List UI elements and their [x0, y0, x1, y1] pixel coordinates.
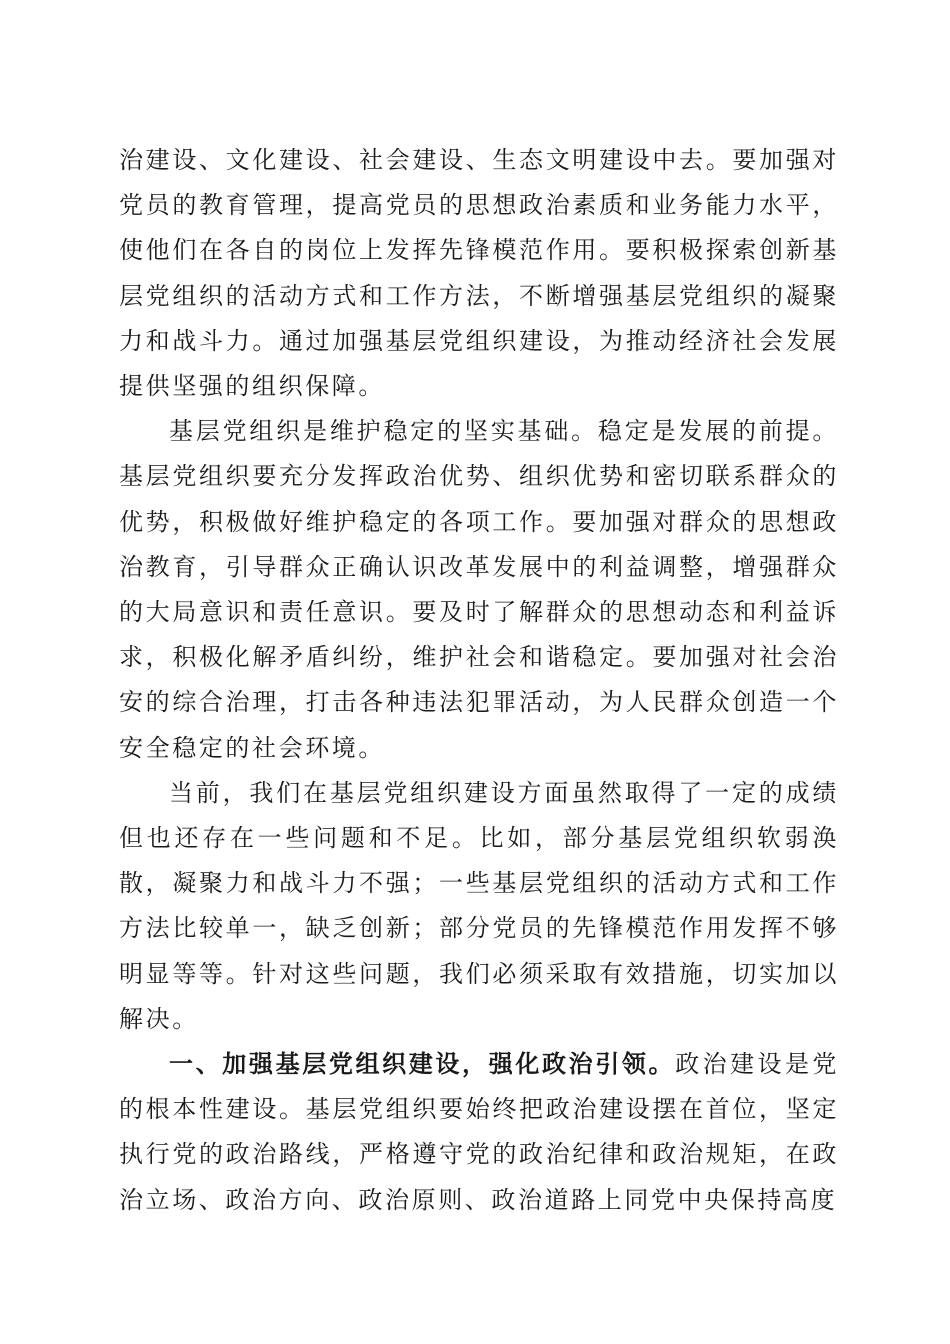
paragraph-continuation: 治建设、文化建设、社会建设、生态文明建设中去。要加强对党员的教育管理，提高党员的思想政治素质和业务能力水平，使他们在各自的岗位上发挥先锋模范作用。要积极探索创新基层党组织的活动方式和工作方法，不断增强基层党组织的凝聚力和战斗力。通过加强基层党组织建设，为推动经济社会发展提供坚强的组织保障。	[119, 146, 839, 401]
paragraph-current-issues: 当前，我们在基层党组织建设方面虽然取得了一定的成绩但也还存在一些问题和不足。比如，部分基层党组织软弱涣散，凝聚力和战斗力不强；一些基层党组织的活动方式和工作方法比较单一，缺乏创新；部分党员的先锋模范作用发挥不够明显等等。针对这些问题，我们必须采取有效措施，切实加以解决。	[119, 778, 839, 1033]
paragraph-stability: 基层党组织是维护稳定的坚实基础。稳定是发展的前提。基层党组织要充分发挥政治优势、组织优势和密切联系群众的优势，积极做好维护稳定的各项工作。要加强对群众的思想政治教育，引导群众正确认识改革发展中的利益调整，增强群众的大局意识和责任意识。要及时了解群众的思想动态和利益诉求，积极化解矛盾纠纷，维护社会和谐稳定。要加强对社会治安的综合治理，打击各种违法犯罪活动，为人民群众创造一个安全稳定的社会环境。	[119, 417, 839, 762]
section-one-body: 政治建设是党的根本性建设。基层党组织要始终把政治建设摆在首位，坚定执行党的政治路线，严格遵守党的政治纪律和政治规矩，在政治立场、政治方向、政治原则、政治道路上同党中央保持高度	[119, 1050, 839, 1214]
paragraph-section-one	[119, 1042, 839, 1223]
section-heading: 一、加强基层党组织建设，强化政治引领。	[169, 1050, 676, 1079]
body-text	[119, 138, 839, 1223]
